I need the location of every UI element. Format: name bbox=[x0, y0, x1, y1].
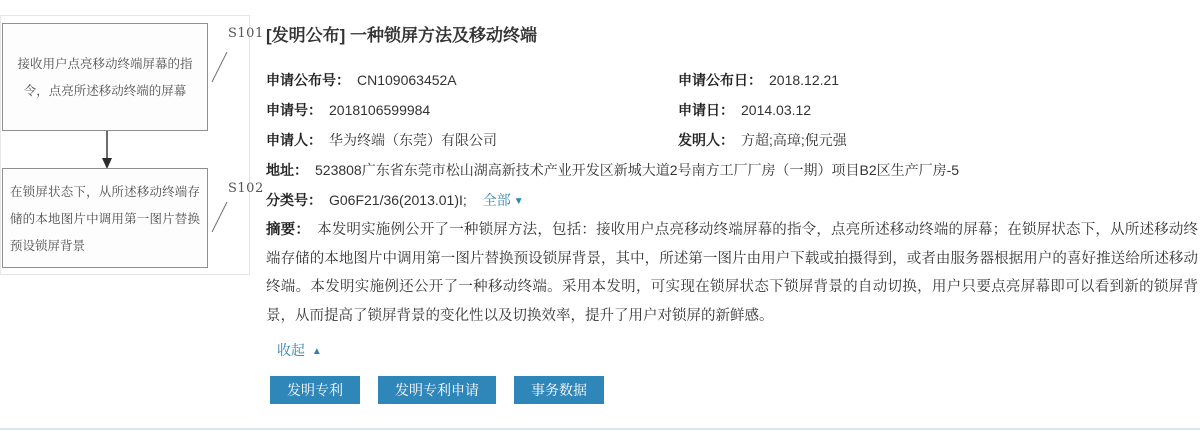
transaction-data-button[interactable]: 事务数据 bbox=[514, 376, 604, 404]
field-publication-date bbox=[678, 70, 839, 90]
application-number-label: 申请号： bbox=[266, 102, 322, 118]
section-divider bbox=[0, 428, 1200, 430]
flowchart-step1-label: S101 bbox=[228, 26, 264, 41]
flowchart-step2-box bbox=[2, 168, 208, 268]
field-abstract bbox=[266, 216, 1198, 330]
application-date-label: 申请日： bbox=[678, 102, 734, 118]
publication-date-label: 申请公布日： bbox=[678, 72, 762, 88]
collapse-abstract-link[interactable] bbox=[277, 340, 322, 360]
field-inventors bbox=[678, 130, 847, 150]
publication-number-value: CN109063452A bbox=[357, 72, 457, 88]
address-label: 地址： bbox=[266, 162, 308, 178]
applicant-label: 申请人： bbox=[266, 132, 322, 148]
field-publication-number bbox=[266, 70, 457, 90]
flowchart-step2-text: 在锁屏状态下，从所述移动终端存储的本地图片中调用第一图片替换预设锁屏背景 bbox=[10, 183, 200, 253]
flowchart-step2-label: S102 bbox=[228, 181, 264, 196]
flowchart-step1-text: 接收用户点亮移动终端屏幕的指令，点亮所述移动终端的屏幕 bbox=[17, 56, 193, 98]
chevron-down-icon[interactable]: ▼ bbox=[513, 196, 524, 207]
application-number-value: 2018106599984 bbox=[329, 102, 431, 118]
invention-patent-application-button[interactable]: 发明专利申请 bbox=[378, 376, 496, 404]
field-classification bbox=[266, 190, 1196, 212]
abstract-label: 摘要： bbox=[266, 222, 311, 238]
field-application-number bbox=[266, 100, 430, 120]
field-application-date bbox=[678, 100, 811, 120]
address-value: 523808广东省东莞市松山湖高新技术产业开发区新城大道2号南方工厂厂房（一期）项目B2区生产厂房-5 bbox=[315, 162, 960, 178]
classification-label: 分类号： bbox=[266, 192, 322, 208]
abstract-value: 本发明实施例公开了一种锁屏方法，包括：接收用户点亮移动终端屏幕的指令，点亮所述移动终端的屏幕；在锁屏状态下，从所述移动终端存储的本地图片中调用第一图片替换预设锁屏背景，其中，所述第一图片由用户下载或拍摄得到，或者由服务器根据用户的喜好推送给所述移动终端。本发明实施例还公开了一种移动终端。采用本发明，可实现在锁屏状态下锁屏背景的自动切换，用户只要点亮屏幕即可以看到新的锁屏背景，从而提高了锁屏背景的变化性以及切换效率，提升了用户对锁屏的新鲜感。 bbox=[266, 222, 1199, 324]
patent-drawing-thumbnail[interactable] bbox=[0, 10, 264, 276]
invention-patent-button[interactable]: 发明专利 bbox=[270, 376, 360, 404]
field-address bbox=[266, 160, 1196, 180]
flowchart-step1-box bbox=[2, 23, 208, 131]
applicant-value: 华为终端（东莞）有限公司 bbox=[329, 132, 497, 148]
application-date-value: 2014.03.12 bbox=[741, 102, 812, 118]
action-button-row bbox=[270, 376, 604, 404]
inventors-label: 发明人： bbox=[678, 132, 734, 148]
patent-title[interactable]: [发明公布] 一种锁屏方法及移动终端 bbox=[266, 26, 538, 45]
publication-number-label: 申请公布号： bbox=[266, 72, 350, 88]
inventors-value: 方超;高璋;倪元强 bbox=[741, 132, 847, 148]
collapse-label: 收起 bbox=[277, 342, 305, 358]
field-applicant bbox=[266, 130, 497, 150]
chevron-up-icon: ▲ bbox=[311, 346, 322, 357]
classification-value: G06F21/36(2013.01)I; bbox=[329, 192, 467, 208]
publication-date-value: 2018.12.21 bbox=[769, 72, 840, 88]
classification-all-link[interactable]: 全部 bbox=[482, 192, 511, 208]
